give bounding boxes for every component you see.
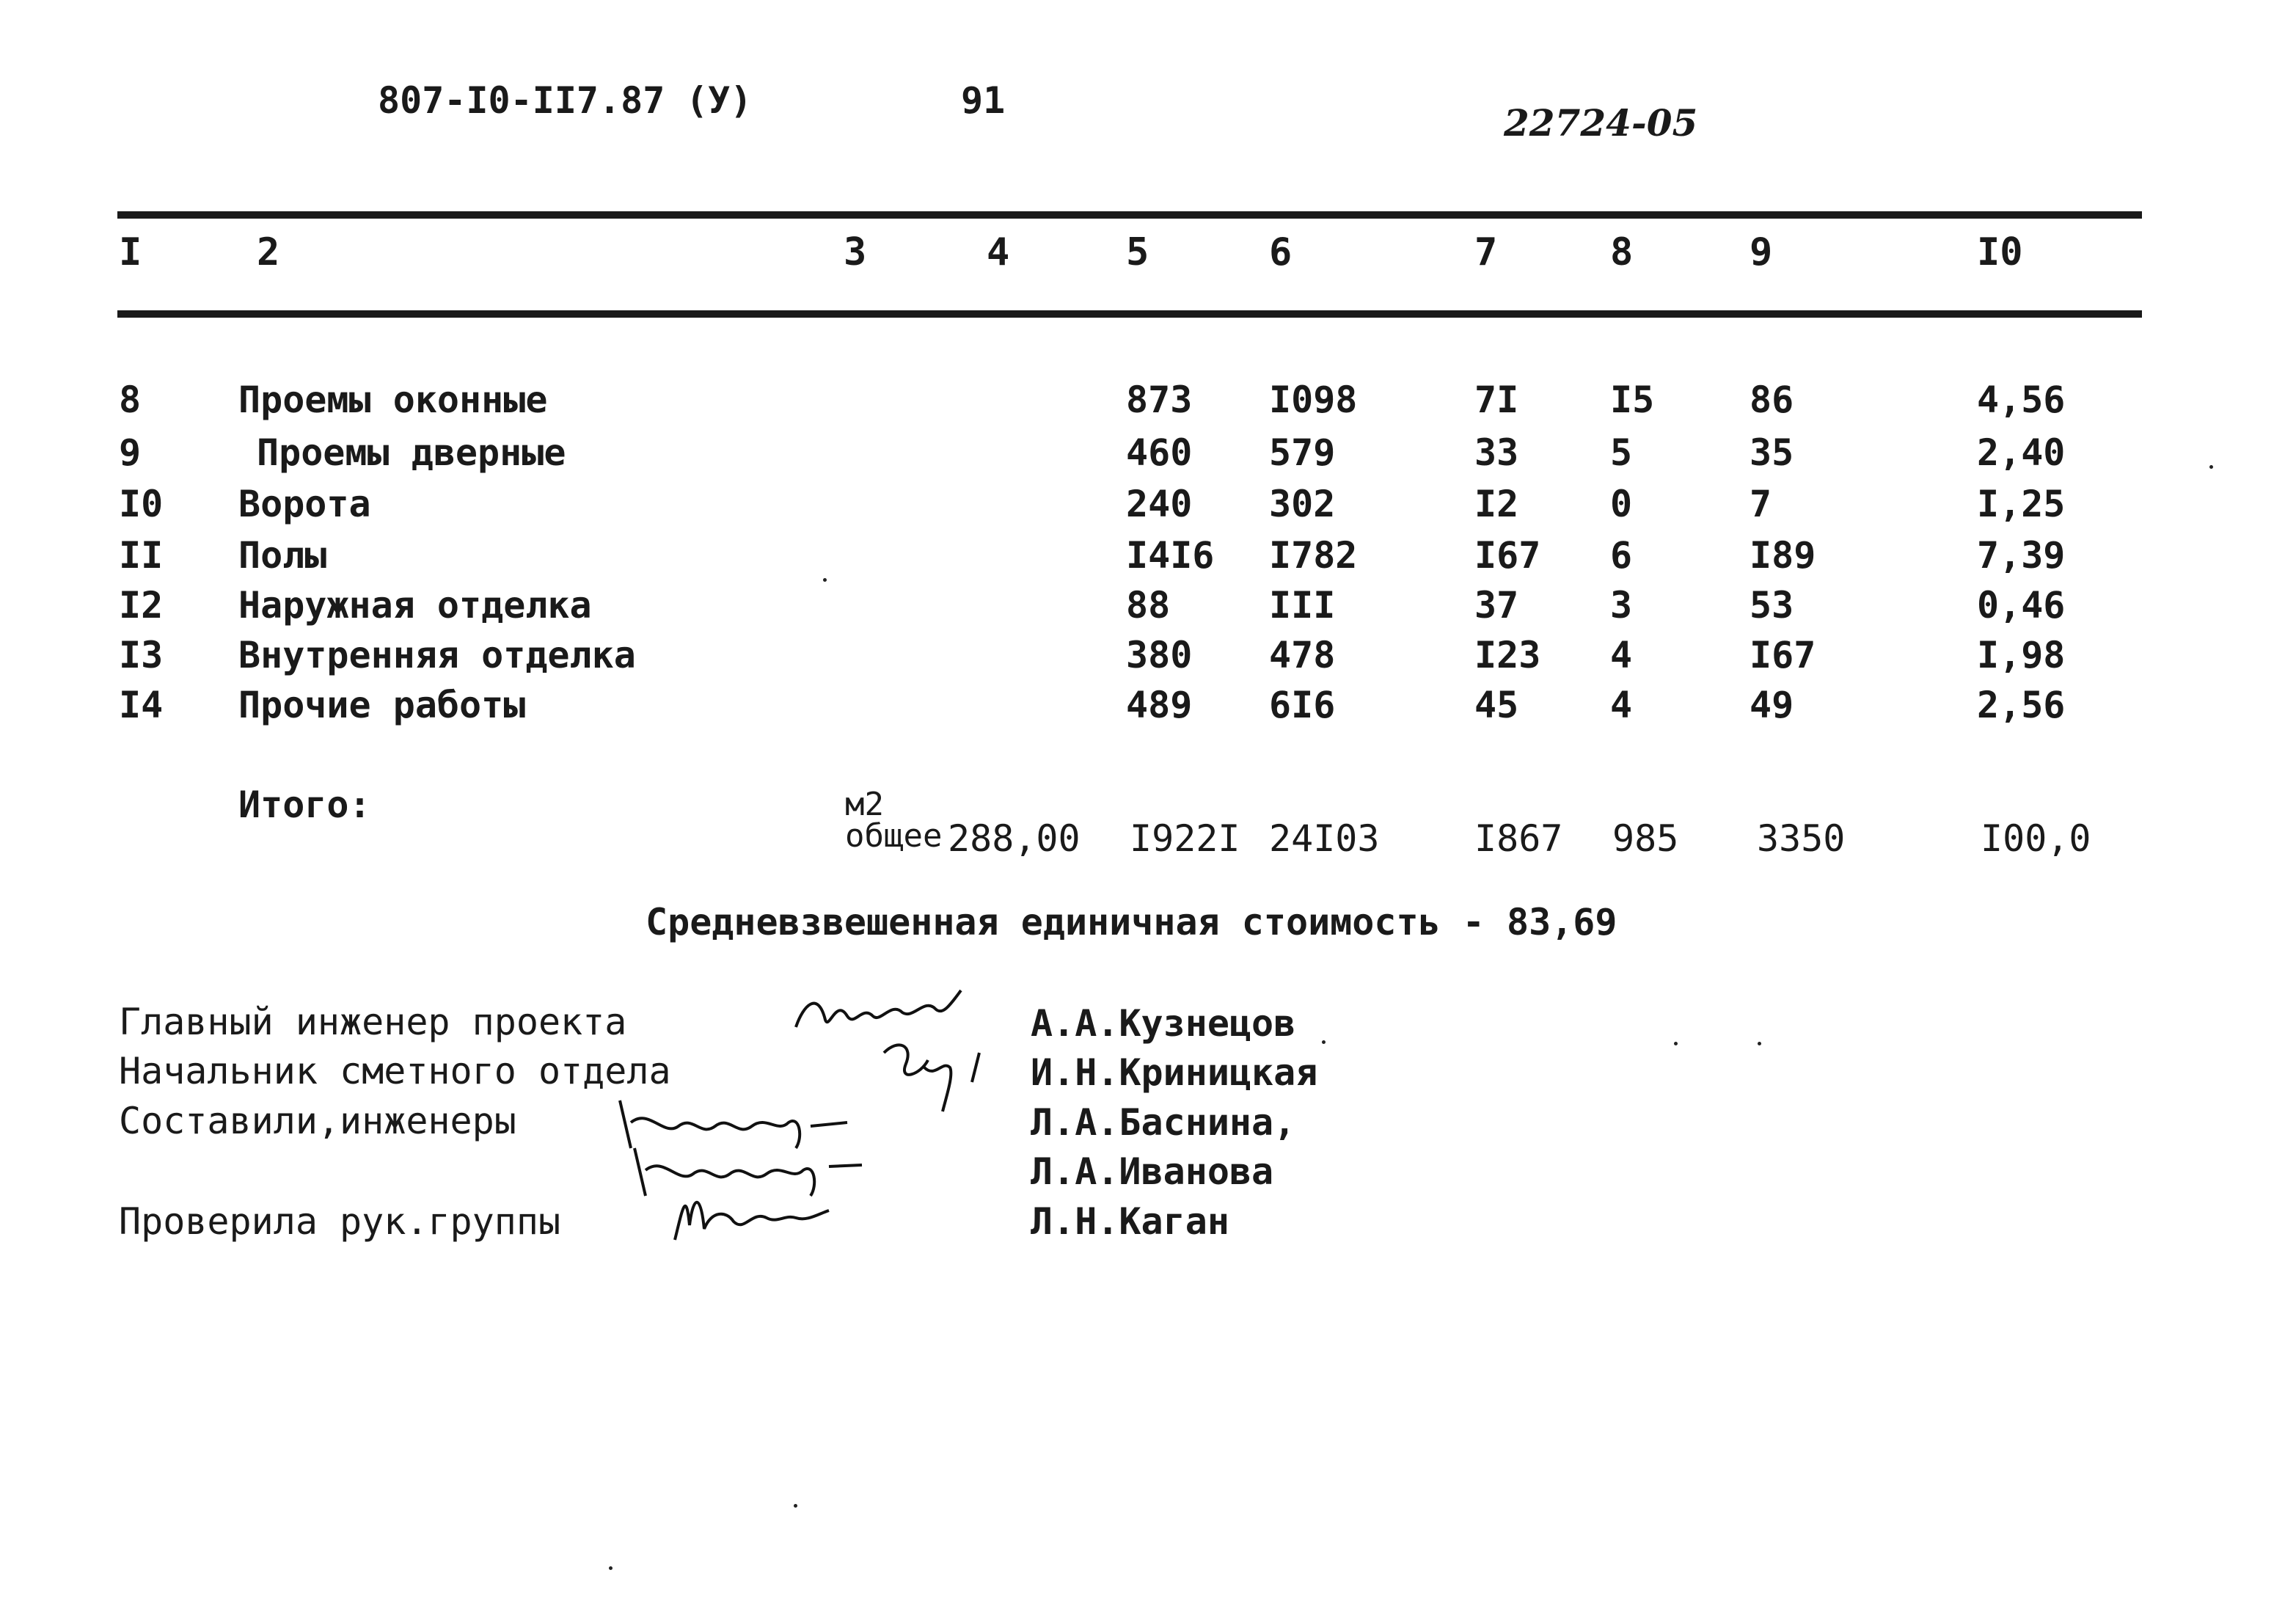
cell-col6: 478 <box>1269 634 1336 676</box>
total-col10: I00,0 <box>1981 817 2091 860</box>
archive-number: 22724-05 <box>1504 101 1698 145</box>
cell-col9: 7 <box>1750 483 1772 525</box>
cell-col6: I098 <box>1269 379 1358 421</box>
page-number: 91 <box>961 79 1006 122</box>
cell-col7: I67 <box>1474 534 1541 577</box>
cell-col9: 35 <box>1750 431 1794 474</box>
cell-col10: 0,46 <box>1977 584 2066 627</box>
cell-col6: I782 <box>1269 534 1358 577</box>
column-number: 4 <box>987 230 1010 274</box>
cell-col7: 37 <box>1474 584 1519 627</box>
cell-col5: 873 <box>1126 379 1193 421</box>
row-name: Полы <box>238 534 327 577</box>
cell-col8: 4 <box>1610 684 1633 726</box>
total-unit-note: общее <box>845 817 943 855</box>
signature-name: Л.А.Баснина, <box>1031 1101 1296 1144</box>
total-col4: 288,00 <box>948 817 1081 860</box>
row-name: Проемы оконные <box>238 379 548 421</box>
row-number: I0 <box>119 483 164 525</box>
cell-col5: 460 <box>1126 431 1193 474</box>
cell-col6: 6I6 <box>1269 684 1336 726</box>
row-name: Внутренняя отделка <box>238 634 636 676</box>
total-col9: 3350 <box>1757 817 1846 860</box>
cell-col10: 2,56 <box>1977 684 2066 726</box>
document-variant: (У) <box>686 79 753 122</box>
weighted-cost-line: Средневзвешенная единичная стоимость - 83,69 <box>646 901 1617 943</box>
scan-speck <box>794 1504 797 1508</box>
signature-role: Главный инженер проекта <box>119 1001 627 1043</box>
cell-col10: 2,40 <box>1977 431 2066 474</box>
cell-col5: 380 <box>1126 634 1193 676</box>
cell-col7: 7I <box>1474 379 1519 421</box>
cell-col10: I,25 <box>1977 483 2066 525</box>
column-number: I0 <box>1977 230 2023 274</box>
total-label: Итого: <box>238 784 371 826</box>
signature-name: Л.Н.Каган <box>1031 1200 1229 1243</box>
scan-speck <box>823 578 827 582</box>
row-number: 9 <box>119 431 142 474</box>
total-col7: I867 <box>1474 817 1563 860</box>
total-col5: I922I <box>1130 817 1240 860</box>
scan-speck <box>609 1566 613 1570</box>
cell-col7: I23 <box>1474 634 1541 676</box>
row-name: Ворота <box>238 483 371 525</box>
cell-col6: 579 <box>1269 431 1336 474</box>
cell-col10: I,98 <box>1977 634 2066 676</box>
cell-col8: I5 <box>1610 379 1655 421</box>
column-number: 8 <box>1610 230 1634 274</box>
total-unit: м2 <box>845 786 884 823</box>
cell-col5: I4I6 <box>1126 534 1215 577</box>
cell-col8: 0 <box>1610 483 1633 525</box>
signature-role: Проверила рук.группы <box>119 1200 561 1243</box>
row-name: Прочие работы <box>238 684 526 726</box>
signature-name: И.Н.Криницкая <box>1031 1051 1318 1094</box>
signature-role: Составили,инженеры <box>119 1100 516 1142</box>
cell-col5: 88 <box>1126 584 1171 627</box>
document-code: 807-I0-II7.87 <box>378 79 665 122</box>
signature-krinitskaya <box>869 1023 1001 1119</box>
column-number: 5 <box>1126 230 1149 274</box>
scan-speck <box>1322 1040 1326 1044</box>
row-number: I2 <box>119 584 164 627</box>
column-number: 9 <box>1750 230 1773 274</box>
row-number: II <box>119 534 164 577</box>
cell-col9: I89 <box>1750 534 1816 577</box>
signature-kagan <box>664 1181 840 1247</box>
row-number: I3 <box>119 634 164 676</box>
cell-col8: 6 <box>1610 534 1633 577</box>
column-number: I <box>119 230 142 274</box>
cell-col9: I67 <box>1750 634 1816 676</box>
row-number: I4 <box>119 684 164 726</box>
scan-speck <box>2209 465 2213 469</box>
cell-col9: 86 <box>1750 379 1794 421</box>
cell-col7: 33 <box>1474 431 1519 474</box>
cell-col8: 5 <box>1610 431 1633 474</box>
cell-col7: 45 <box>1474 684 1519 726</box>
scan-speck <box>1674 1042 1678 1045</box>
total-col6: 24I03 <box>1269 817 1380 860</box>
table-header-rule <box>117 310 2142 318</box>
column-number: 3 <box>844 230 867 274</box>
row-number: 8 <box>119 379 142 421</box>
scan-speck <box>1758 1042 1761 1045</box>
cell-col6: 302 <box>1269 483 1336 525</box>
column-number: 7 <box>1474 230 1498 274</box>
row-name: Проемы дверные <box>257 431 566 474</box>
cell-col10: 7,39 <box>1977 534 2066 577</box>
cell-col8: 3 <box>1610 584 1633 627</box>
signature-role: Начальник сметного отдела <box>119 1050 671 1092</box>
cell-col8: 4 <box>1610 634 1633 676</box>
cell-col7: I2 <box>1474 483 1519 525</box>
cell-col9: 49 <box>1750 684 1794 726</box>
column-number: 6 <box>1269 230 1293 274</box>
column-number: 2 <box>257 230 280 274</box>
signature-name: Л.А.Иванова <box>1031 1150 1274 1193</box>
signature-name: А.А.Кузнецов <box>1031 1002 1296 1045</box>
cell-col5: 489 <box>1126 684 1193 726</box>
cell-col6: III <box>1269 584 1336 627</box>
cell-col5: 240 <box>1126 483 1193 525</box>
row-name: Наружная отделка <box>238 584 592 627</box>
table-top-rule <box>117 211 2142 219</box>
total-col8: 985 <box>1612 817 1679 860</box>
cell-col9: 53 <box>1750 584 1794 627</box>
cell-col10: 4,56 <box>1977 379 2066 421</box>
